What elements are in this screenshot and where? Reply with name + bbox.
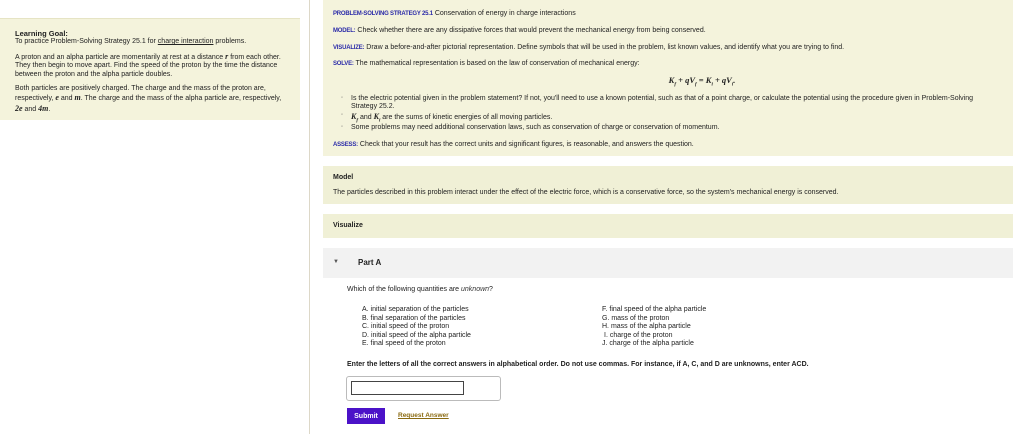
bullet-item: ◦ $K_f$ and $K_i$ are the sums of kinetic energies of all moving particles. bbox=[351, 112, 1003, 125]
model-header[interactable]: Model bbox=[333, 174, 354, 181]
strategy-title: Conservation of energy in charge interactions bbox=[432, 10, 576, 17]
var-m: m bbox=[74, 93, 81, 103]
problem-statement bbox=[15, 52, 286, 80]
desc-and2: and bbox=[22, 105, 39, 113]
option-d: D. initial speed of the alpha particle bbox=[362, 331, 471, 339]
part-a-header[interactable] bbox=[323, 248, 1013, 278]
chevron-down-icon[interactable]: ▼ bbox=[333, 259, 339, 266]
learning-goal-title: Learning Goal: bbox=[15, 29, 68, 38]
energy-equation bbox=[333, 75, 1003, 89]
answer-input[interactable] bbox=[351, 381, 464, 395]
var-4m: 4m bbox=[38, 103, 49, 113]
var-e: e bbox=[55, 93, 59, 103]
model-section bbox=[323, 166, 1013, 204]
model-text: Check whether there are any dissipative forces that would prevent the mechanical energy from being conserved. bbox=[355, 26, 706, 34]
problem-text-a: A proton and an alpha particle are momentarily at rest at a distance bbox=[15, 53, 226, 61]
var-kf: $K_f$ bbox=[351, 111, 359, 124]
intro-suffix: problems. bbox=[213, 38, 247, 46]
options-column-right bbox=[522, 306, 822, 349]
option-i: I. charge of the proton bbox=[604, 331, 673, 339]
strategy-model-row bbox=[333, 27, 1003, 36]
strategy-visualize-row bbox=[333, 44, 1003, 53]
option-g: G. mass of the proton bbox=[602, 314, 670, 322]
solve-bullets bbox=[333, 95, 1003, 133]
var-r: r bbox=[225, 51, 229, 61]
option-f: F. final speed of the alpha particle bbox=[602, 306, 707, 313]
learning-goal-panel bbox=[0, 18, 300, 120]
question-suffix: ? bbox=[489, 286, 493, 293]
option-h: H. mass of the alpha particle bbox=[602, 323, 691, 331]
strategy-box bbox=[323, 0, 1013, 156]
model-tag: MODEL: bbox=[333, 27, 356, 34]
submit-button[interactable]: Submit bbox=[347, 408, 385, 424]
desc-end: . bbox=[48, 105, 51, 113]
strategy-tag: PROBLEM-SOLVING STRATEGY 25.1 bbox=[333, 11, 433, 17]
option-a: A. initial separation of the particles bbox=[362, 306, 469, 313]
visualize-section[interactable] bbox=[323, 214, 1013, 238]
assess-tag: ASSESS: bbox=[333, 141, 358, 148]
options-column-left bbox=[362, 306, 522, 349]
solve-text: The mathematical representation is based on the law of conservation of mechanical energy: bbox=[353, 60, 640, 68]
option-e: E. final speed of the proton bbox=[362, 340, 446, 348]
visualize-header[interactable]: Visualize bbox=[333, 222, 363, 229]
part-a-question bbox=[347, 286, 493, 295]
strategy-solve-row bbox=[333, 60, 1003, 69]
var-2e: 2e bbox=[15, 103, 23, 113]
particle-description bbox=[15, 85, 286, 115]
column-divider bbox=[309, 0, 310, 434]
answer-field-container bbox=[346, 376, 501, 401]
desc-text-b: . The charge and the mass of the alpha particle are, respectively, bbox=[80, 95, 282, 103]
part-a-title: Part A bbox=[358, 258, 382, 267]
intro-text: To practice Problem-Solving Strategy 25.1 for bbox=[15, 38, 158, 46]
equation-text: $K_f + qV_f = K_i + qV_i$. bbox=[668, 75, 736, 88]
option-c: C. initial speed of the proton bbox=[362, 323, 450, 331]
charge-interaction-link[interactable]: charge interaction bbox=[157, 38, 214, 46]
visualize-text: Draw a before-and-after pictorial representation. Define symbols that will be used in the problem, list known values, and identify what you are trying to find. bbox=[364, 43, 845, 51]
question-emphasis: unknown bbox=[461, 286, 490, 293]
problem-text-b: from each other. They then begin to move apart. Find the speed of the proton by the time the distance between the proton and the alpha particle doubles. bbox=[15, 53, 281, 78]
request-answer-link[interactable]: Request Answer bbox=[398, 412, 449, 419]
solve-tag: SOLVE: bbox=[333, 61, 354, 68]
option-j: J. charge of the alpha particle bbox=[602, 340, 694, 348]
strategy-title-row bbox=[333, 10, 1003, 19]
strategy-assess-row bbox=[333, 141, 1003, 150]
answer-options bbox=[362, 306, 822, 349]
question-prefix: Which of the following quantities are bbox=[347, 286, 462, 293]
bullet-item: ◦ Is the electric potential given in the problem statement? If not, you'll need to use a known potential, such as that of a point charge, or calculate the potential using the procedure given in Problem-Solving Strategy 25.2. bbox=[351, 95, 991, 112]
answer-instruction: Enter the letters of all the correct answers in alphabetical order. Do not use commas. For instance, if A, C, and D are unknowns, enter ACD. bbox=[347, 361, 809, 368]
option-b: B. final separation of the particles bbox=[362, 314, 466, 322]
desc-and: and bbox=[58, 95, 75, 103]
bullet-item: ◦ Some problems may need additional conservation laws, such as conservation of charge or conservation of momentum. bbox=[351, 124, 1003, 132]
learning-goal-intro bbox=[15, 38, 286, 47]
model-text: The particles described in this problem interact under the effect of the electric force, which is a conservative force, so the system's mechanical energy is conserved. bbox=[333, 188, 839, 196]
desc-text-a: Both particles are positively charged. The charge and the mass of the proton are, respectively, bbox=[15, 84, 266, 103]
visualize-tag: VISUALIZE: bbox=[333, 44, 365, 51]
var-ki: $K_i$ bbox=[373, 111, 381, 124]
assess-text: Check that your result has the correct units and significant figures, is reasonable, and answers the question. bbox=[357, 140, 694, 148]
